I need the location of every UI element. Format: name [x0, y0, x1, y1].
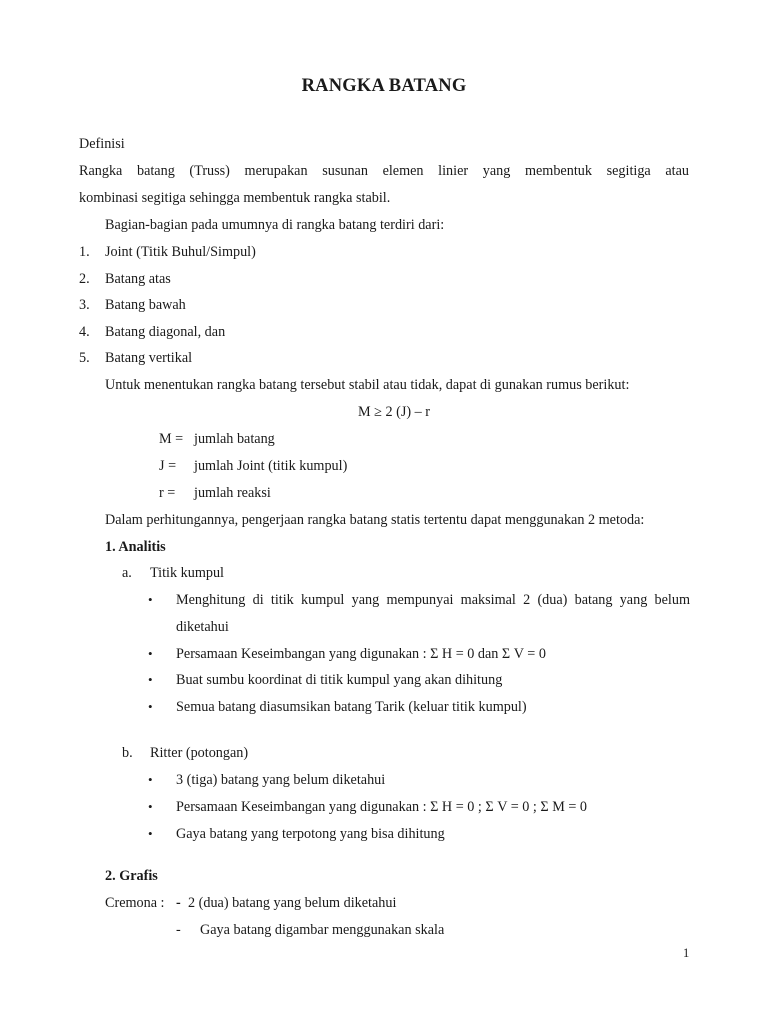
formula-intro: Untuk menentukan rangka batang tersebut stabil atau tidak, dapat di gunakan rumus berikut: — [105, 377, 630, 393]
cremona-label: Cremona : — [105, 895, 165, 911]
definisi-heading: Definisi — [79, 136, 125, 152]
list-item-number: 2. — [79, 271, 90, 287]
bullet-icon: • — [148, 592, 153, 607]
dash-icon: - — [176, 922, 181, 938]
bullet-icon: • — [148, 799, 153, 814]
document-title: RANGKA BATANG — [301, 76, 467, 96]
list-item-number: 3. — [79, 297, 90, 313]
list-item: Semua batang diasumsikan batang Tarik (keluar titik kumpul) — [176, 699, 527, 715]
bullet-icon: • — [148, 672, 153, 687]
list-item: 3 (tiga) batang yang belum diketahui — [176, 772, 386, 788]
bagian-intro: Bagian-bagian pada umumnya di rangka batang terdiri dari: — [105, 217, 445, 233]
list-item: Persamaan Keseimbangan yang digunakan : Σ H = 0 ; Σ V = 0 ; Σ M = 0 — [176, 799, 588, 815]
variable-description: jumlah reaksi — [194, 485, 271, 501]
list-item-number: 4. — [79, 324, 90, 340]
variable-description: jumlah batang — [194, 431, 275, 447]
sub-b-title: Ritter (potongan) — [150, 745, 249, 761]
definisi-paragraph-line-2: kombinasi segitiga sehingga membentuk rangka stabil. — [79, 190, 391, 206]
bullet-icon: • — [148, 772, 153, 787]
sub-b-label: b. — [122, 745, 133, 761]
list-item: Gaya batang yang terpotong yang bisa dihitung — [176, 826, 445, 842]
list-item: Joint (Titik Buhul/Simpul) — [105, 244, 256, 260]
list-item: Batang atas — [105, 271, 171, 287]
list-item-number: 5. — [79, 350, 90, 366]
variable-symbol: J = — [159, 458, 177, 474]
list-item: Persamaan Keseimbangan yang digunakan : Σ H = 0 dan Σ V = 0 — [176, 646, 546, 662]
variable-symbol: r = — [159, 485, 176, 501]
bullet-icon: • — [148, 699, 153, 714]
dash-icon: - — [176, 895, 181, 911]
formula: M ≥ 2 (J) – r — [358, 404, 431, 420]
list-item-continuation: diketahui — [176, 619, 229, 635]
section-grafis-heading: 2. Grafis — [105, 868, 158, 884]
list-item: Gaya batang digambar menggunakan skala — [200, 922, 445, 938]
list-item: Menghitung di titik kumpul yang mempunyai maksimal 2 (dua) batang yang belum — [176, 592, 690, 608]
definisi-paragraph-line-1: Rangka batang (Truss) merupakan susunan elemen linier yang membentuk segitiga atau — [79, 163, 689, 179]
list-item: Buat sumbu koordinat di titik kumpul yang akan dihitung — [176, 672, 503, 688]
page-number: 1 — [683, 946, 690, 960]
list-item: Batang diagonal, dan — [105, 324, 226, 340]
sub-a-title: Titik kumpul — [150, 565, 224, 581]
section-analitis-heading: 1. Analitis — [105, 539, 166, 555]
list-item: 2 (dua) batang yang belum diketahui — [188, 895, 397, 911]
method-intro: Dalam perhitungannya, pengerjaan rangka batang statis tertentu dapat menggunakan 2 metoda: — [105, 512, 645, 528]
list-item-number: 1. — [79, 244, 90, 260]
sub-a-label: a. — [122, 565, 132, 581]
variable-symbol: M = — [159, 431, 184, 447]
list-item: Batang bawah — [105, 297, 186, 313]
variable-description: jumlah Joint (titik kumpul) — [194, 458, 348, 474]
bullet-icon: • — [148, 646, 153, 661]
list-item: Batang vertikal — [105, 350, 193, 366]
bullet-icon: • — [148, 826, 153, 841]
